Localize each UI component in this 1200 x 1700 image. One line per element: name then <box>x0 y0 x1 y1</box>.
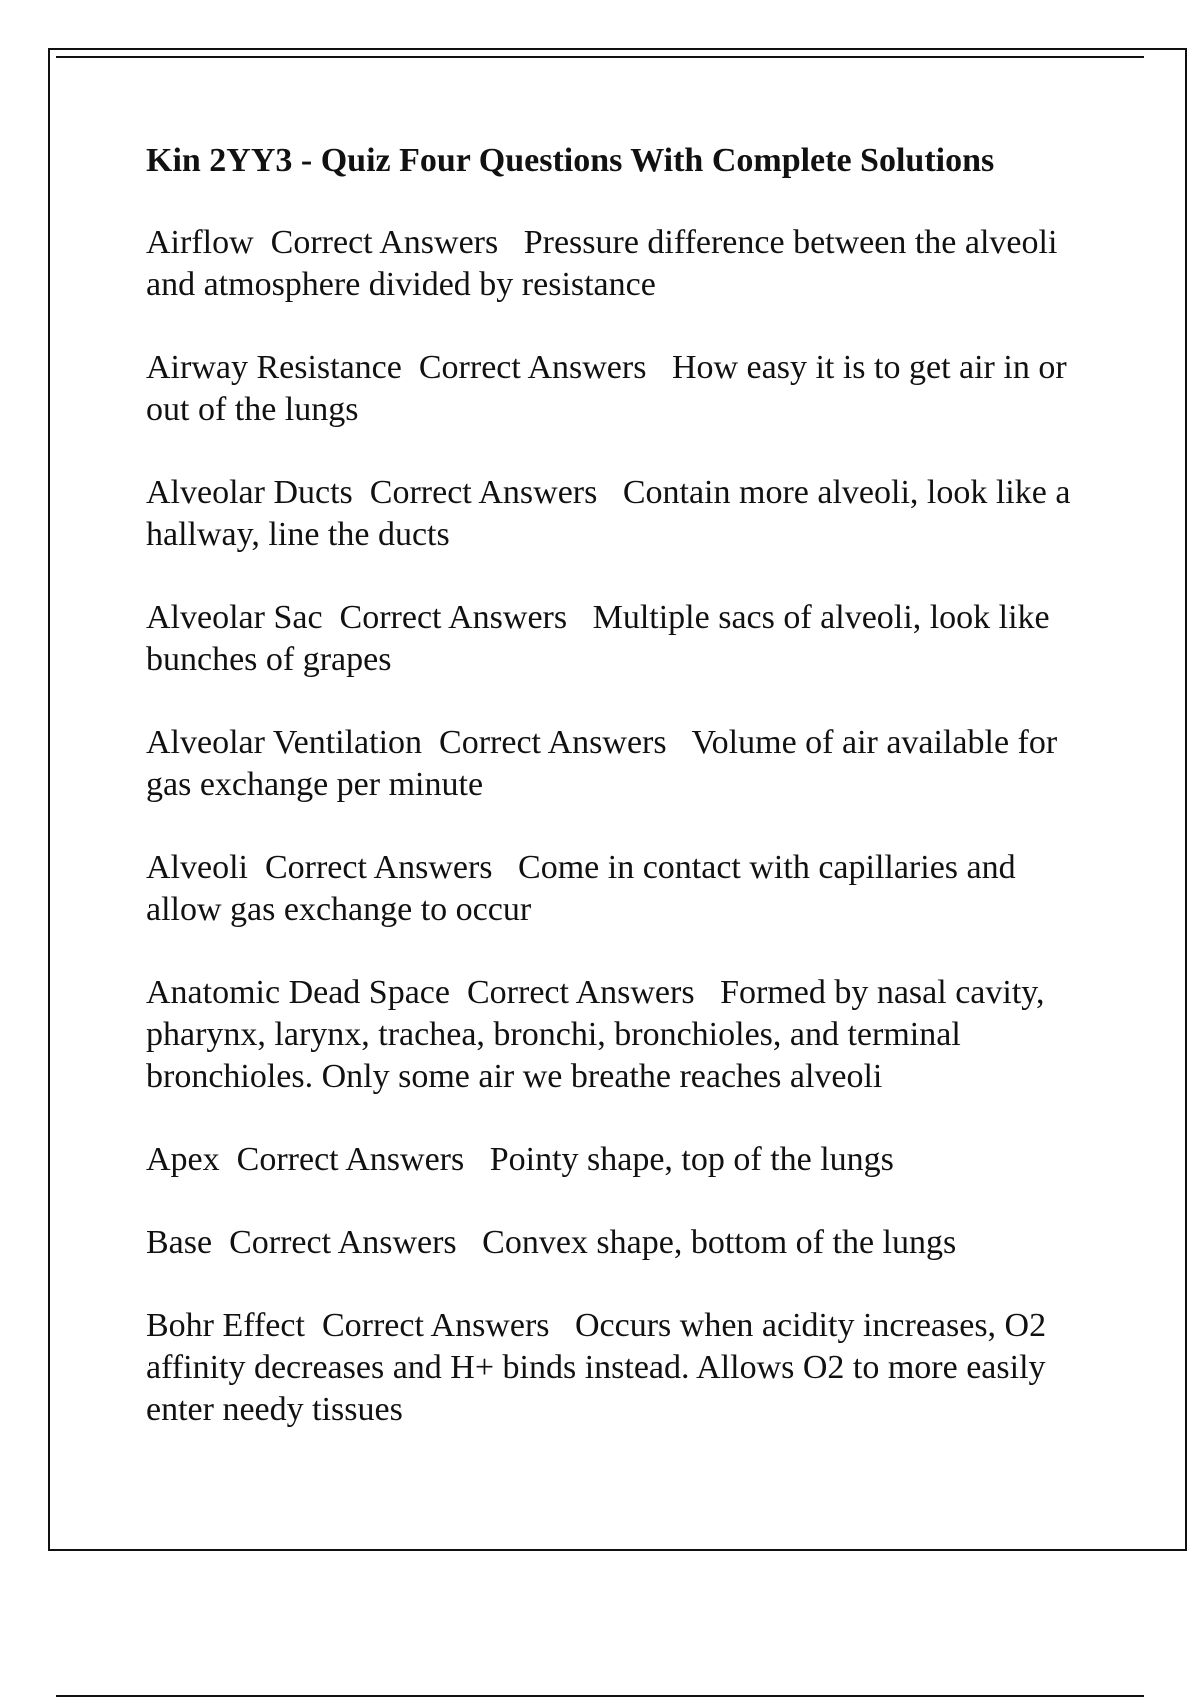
correct-answers-label: Correct Answers <box>264 849 493 886</box>
qa-entry <box>146 1222 1096 1264</box>
answer: Pressure difference between the alveoli and atmosphere divided by resistance <box>146 224 1058 303</box>
bottom-rule <box>56 1695 1144 1697</box>
term: Alveoli <box>146 849 248 886</box>
correct-answers-label: Correct Answers <box>339 599 568 636</box>
correct-answers-label: Correct Answers <box>467 974 695 1011</box>
correct-answers-label: Correct Answers <box>418 349 647 386</box>
term: Anatomic Dead Space <box>146 974 450 1011</box>
qa-entry <box>146 222 1096 306</box>
qa-entry <box>146 472 1096 556</box>
answer: Multiple sacs of alveoli, look like bunches of grapes <box>146 599 1050 678</box>
qa-entry <box>146 1139 1096 1181</box>
correct-answers-label: Correct Answers <box>321 1307 550 1344</box>
term: Base <box>146 1224 213 1261</box>
term: Apex <box>146 1141 220 1178</box>
term: Bohr Effect <box>146 1307 305 1344</box>
correct-answers-label: Correct Answers <box>229 1224 457 1261</box>
qa-entry <box>146 847 1096 931</box>
qa-entry <box>146 1305 1096 1431</box>
answer: Convex shape, bottom of the lungs <box>482 1224 957 1261</box>
correct-answers-label: Correct Answers <box>439 724 667 761</box>
answer: Pointy shape, top of the lungs <box>489 1141 894 1178</box>
correct-answers-label: Correct Answers <box>369 474 598 511</box>
top-rule <box>56 56 1144 58</box>
term: Alveolar Ducts <box>146 474 353 511</box>
answer: Volume of air available for gas exchange per minute <box>146 724 1058 803</box>
qa-entry <box>146 597 1096 681</box>
correct-answers-label: Correct Answers <box>236 1141 465 1178</box>
document-body <box>146 140 1096 1472</box>
term: Airflow <box>146 224 254 261</box>
term: Alveolar Ventilation <box>146 724 423 761</box>
qa-entry <box>146 347 1096 431</box>
answer: Formed by nasal cavity, pharynx, larynx, trachea, bronchi, bronchioles, and terminal bronchioles. Only some air we breathe reaches alveoli <box>146 974 1045 1095</box>
answer: Occurs when acidity increases, O2 affinity decreases and H+ binds instead. Allows O2 to more easily enter needy tissues <box>146 1307 1047 1428</box>
term: Alveolar Sac <box>146 599 323 636</box>
answer: Come in contact with capillaries and allow gas exchange to occur <box>146 849 1016 928</box>
qa-entry <box>146 972 1096 1098</box>
document-title: Kin 2YY3 - Quiz Four Questions With Complete Solutions <box>146 142 995 179</box>
answer: How easy it is to get air in or out of the lungs <box>146 349 1067 428</box>
correct-answers-label: Correct Answers <box>270 224 499 261</box>
qa-entry <box>146 722 1096 806</box>
term: Airway Resistance <box>146 349 402 386</box>
answer: Contain more alveoli, look like a hallway, line the ducts <box>146 474 1071 553</box>
